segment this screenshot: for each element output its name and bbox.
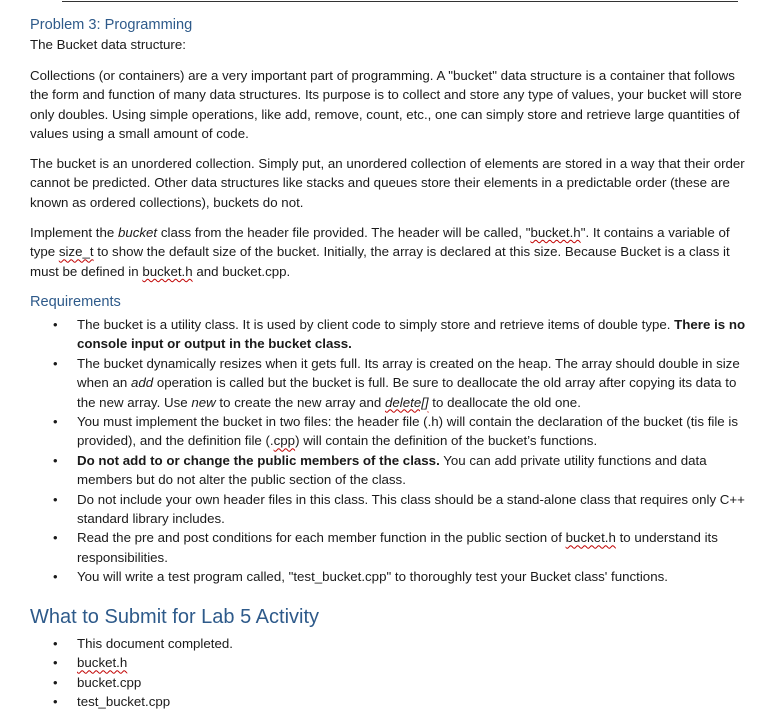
subtitle: The Bucket data structure: xyxy=(30,37,186,52)
bullet-icon: • xyxy=(53,655,58,671)
list-item xyxy=(30,673,752,692)
text: to create the new array and xyxy=(215,394,385,410)
submit-item: bucket.h xyxy=(77,655,128,671)
bullet-icon: • xyxy=(53,355,58,371)
bullet-icon: • xyxy=(53,452,58,468)
problem-heading: Problem 3: Programming xyxy=(30,17,193,33)
italic-text: new xyxy=(191,394,216,410)
bold-text: There is no console input or output in the bucket class. xyxy=(77,317,746,352)
submit-heading: What to Submit for Lab 5 Activity xyxy=(30,606,320,628)
text: to show the default size of the bucket. Initially, the array is declared at this size. Because Bucket is a class it must be defined in xyxy=(30,244,730,279)
list-item xyxy=(30,490,752,529)
text: You can add private utility functions and data members but do not alter the public section of the class. xyxy=(77,452,707,488)
bullet-icon: • xyxy=(53,674,58,690)
text: and bucket.cpp. xyxy=(192,263,291,279)
text: The bucket dynamically resizes when it gets full. Its array is created on the heap. The array should double in size when an xyxy=(77,355,740,391)
italic-text: delete[] xyxy=(384,394,429,410)
paragraph-implement xyxy=(30,223,752,281)
bullet-icon: • xyxy=(53,491,58,507)
bullet-icon: • xyxy=(53,569,58,585)
bucket-h-ref: bucket.h xyxy=(142,263,193,279)
text: Implement the xyxy=(30,225,118,240)
submit-item: This document completed. xyxy=(77,636,233,651)
text: ) will contain the definition of the bucket’s functions. xyxy=(295,433,598,449)
size-t-ref: size_t xyxy=(58,244,94,260)
cpp-ref: cpp xyxy=(273,433,296,449)
paragraph-unordered: The bucket is an unordered collection. Simply put, an unordered collection of elements are stored in a way that their order cannot be predicted. Other data structures like stacks and queues store their elements in a predictable order (these are known as ordered collections), buckets do not. xyxy=(30,156,745,210)
text: ". It contains a variable of type xyxy=(30,225,730,260)
bucket-h-ref: bucket.h xyxy=(530,225,581,240)
bold-text: Do not add to or change the public members of the class. xyxy=(77,452,440,468)
text: You will write a test program called, "test_bucket.cpp" to thoroughly test your Bucket class' functions. xyxy=(77,569,668,585)
requirements-list xyxy=(30,315,752,587)
text: Do not include your own header files in this class. This class should be a stand-alone class that requires only C++ standard library includes. xyxy=(77,491,745,527)
bullet-icon: • xyxy=(53,414,58,430)
submit-list xyxy=(30,634,752,712)
text: The bucket is a utility class. It is used by client code to simply store and retrieve items of double type. xyxy=(77,317,675,332)
bullet-icon: • xyxy=(53,317,58,332)
text: to deallocate the old one. xyxy=(428,394,581,410)
list-item xyxy=(30,315,752,354)
text: You must implement the bucket in two files: the header file (.h) will contain the declaration of the bucket (tis file is provided), and the definition file (. xyxy=(77,414,738,449)
bucket-h-ref: bucket.h xyxy=(565,530,616,546)
paragraph-intro: Collections (or containers) are a very important part of programming. A "bucket" data structure is a container that follows the form and function of many data structures. Its purpose is to collect and store any type of values, your bucket will store only doubles. Using simple operations, like add, remove, count, etc., one can simply store and retrieve large quantities of values using a small amount of code. xyxy=(30,68,742,142)
list-item xyxy=(30,653,752,672)
top-rule xyxy=(62,1,738,2)
text: operation is called but the bucket is full. Be sure to deallocate the old array after copying its data to the new array. Use xyxy=(77,375,737,410)
list-item xyxy=(30,451,752,490)
list-item xyxy=(30,412,752,451)
italic-text: add xyxy=(130,375,154,391)
submit-item: test_bucket.cpp xyxy=(77,694,171,710)
bullet-icon: • xyxy=(53,530,58,546)
bullet-icon: • xyxy=(53,636,58,651)
text: class from the header file provided. The header will be called, " xyxy=(157,225,531,240)
list-item xyxy=(30,354,752,412)
submit-item: bucket.cpp xyxy=(77,674,142,690)
requirements-heading: Requirements xyxy=(30,294,121,310)
list-item xyxy=(30,634,752,653)
list-item xyxy=(30,692,752,711)
list-item xyxy=(30,567,752,586)
list-item xyxy=(30,528,752,567)
bucket-italic: bucket xyxy=(117,225,158,240)
text: to understand its responsibilities. xyxy=(77,530,718,565)
text: Read the pre and post conditions for each member function in the public section of xyxy=(77,530,566,546)
bullet-icon: • xyxy=(53,694,58,710)
